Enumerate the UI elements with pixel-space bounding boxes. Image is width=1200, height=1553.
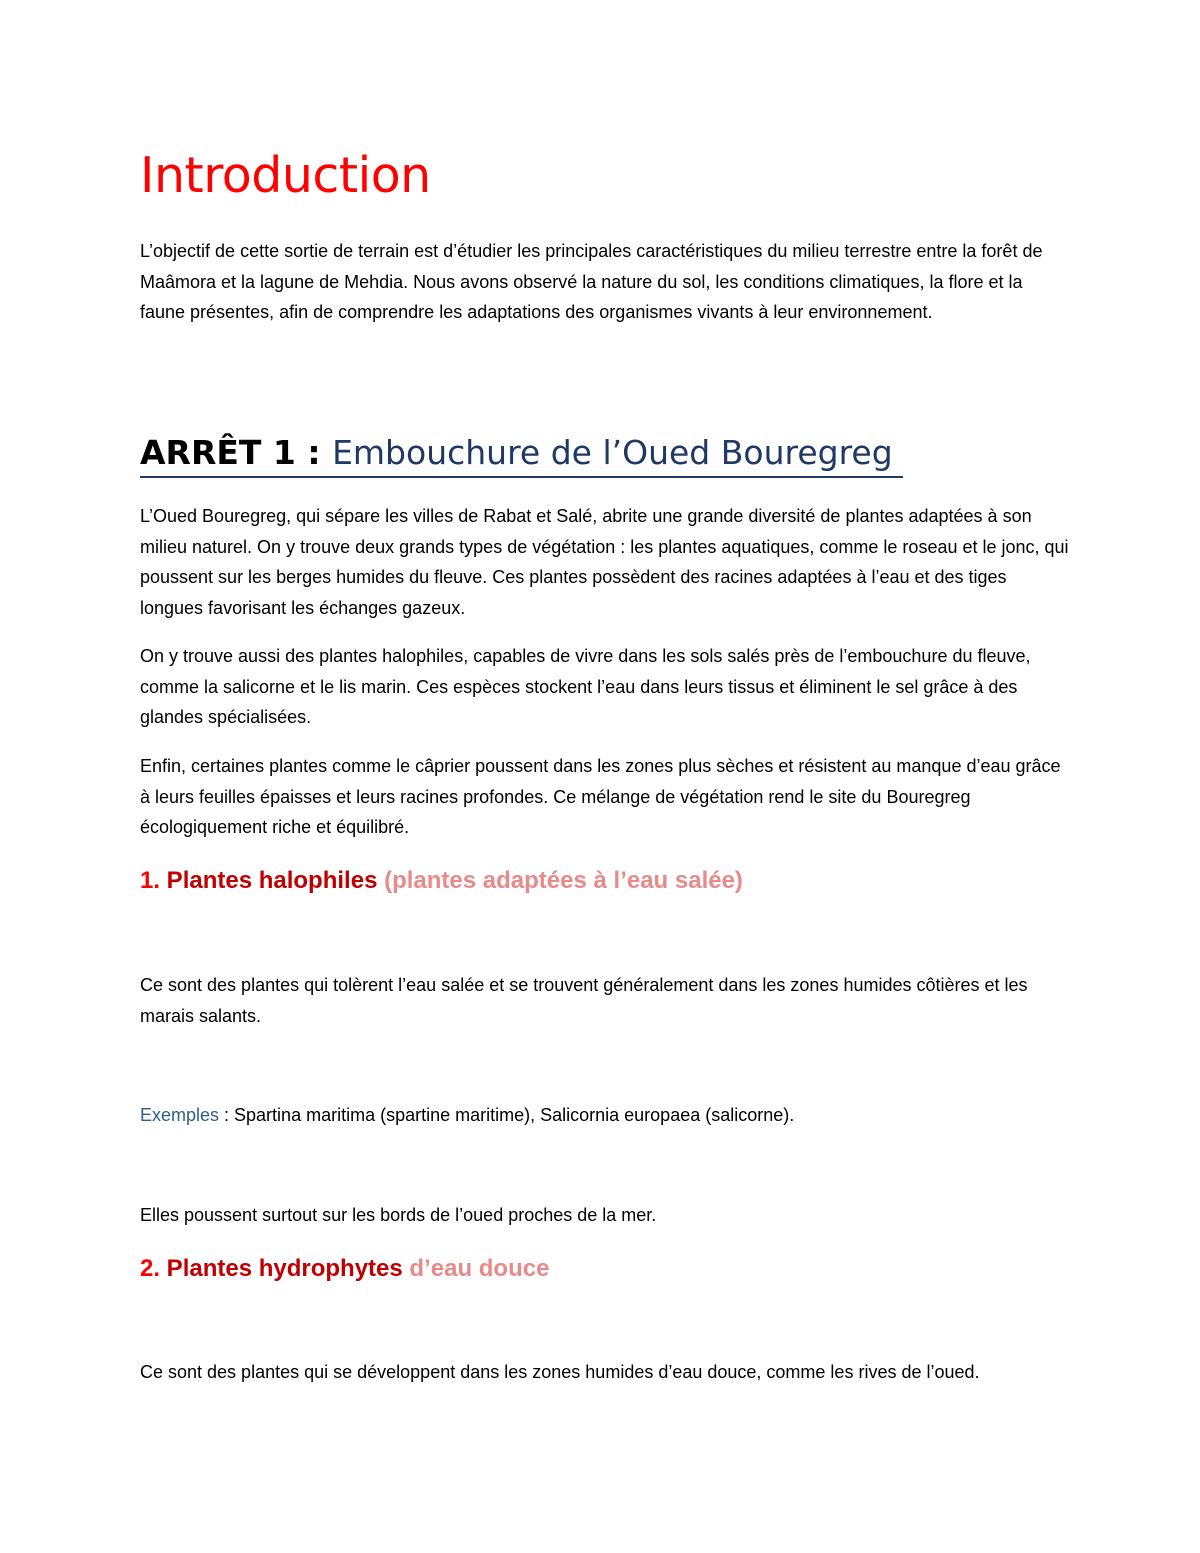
section2-paragraph: Ce sont des plantes qui se développent dans les zones humides d’eau douce, comme les rives de l’oued.	[140, 1362, 980, 1382]
arret1-heading	[140, 430, 903, 478]
arret1-lead: ARRÊT 1 :	[140, 433, 321, 472]
section1-examples	[140, 1100, 1070, 1131]
section2-heading	[140, 1252, 1070, 1286]
examples-text: : Spartina maritima (spartine maritime), Salicornia europaea (salicorne).	[219, 1105, 795, 1125]
arret1-paragraph-3: Enfin, certaines plantes comme le câprier poussent dans les zones plus sèches et résistent au manque d’eau grâce à leurs feuilles épaisses et leurs racines profondes. Ce mélange de végétation rend le site du Bouregreg écologiquement riche et équilibré.	[140, 756, 1061, 837]
section1-paragraph-2: Elles poussent surtout sur les bords de l’oued proches de la mer.	[140, 1205, 657, 1225]
arret1-paragraph-2: On y trouve aussi des plantes halophiles, capables de vivre dans les sols salés près de l’embouchure du fleuve, comme la salicorne et le lis marin. Ces espèces stockent l’eau dans leurs tissus et éliminent le sel grâce à des glandes spécialisées.	[140, 646, 1031, 727]
section2-main: Plantes hydrophytes	[160, 1255, 403, 1282]
section2-tail: d’eau douce	[402, 1255, 550, 1282]
section2-number: 2.	[140, 1255, 161, 1282]
section1-number: 1.	[140, 867, 161, 894]
section1-main: Plantes halophiles	[160, 867, 378, 894]
section1-paragraph: Ce sont des plantes qui tolèrent l’eau salée et se trouvent généralement dans les zones humides côtières et les marais salants.	[140, 975, 1028, 1026]
arret1-paragraph-1: L’Oued Bouregreg, qui sépare les villes de Rabat et Salé, abrite une grande diversité de plantes adaptées à son milieu naturel. On y trouve deux grands types de végétation : les plantes aquatiques, comme le roseau et le jonc, qui poussent sur les berges humides du fleuve. Ces plantes possèdent des racines adaptées à l’eau et des tiges longues favorisant les échanges gazeux.	[140, 506, 1069, 618]
arret1-title: Embouchure de l’Oued Bouregreg	[332, 433, 893, 472]
intro-title: Introduction	[140, 147, 431, 204]
section1-heading	[140, 864, 1070, 898]
intro-paragraph: L’objectif de cette sortie de terrain est d’étudier les principales caractéristiques du milieu terrestre entre la forêt de Maâmora et la lagune de Mehdia. Nous avons observé la nature du sol, les conditions climatiques, la flore et la faune présentes, afin de comprendre les adaptations des organismes vivants à leur environnement.	[140, 241, 1043, 322]
examples-label: Exemples	[140, 1105, 220, 1125]
section1-tail: (plantes adaptées à l’eau salée)	[377, 867, 743, 894]
